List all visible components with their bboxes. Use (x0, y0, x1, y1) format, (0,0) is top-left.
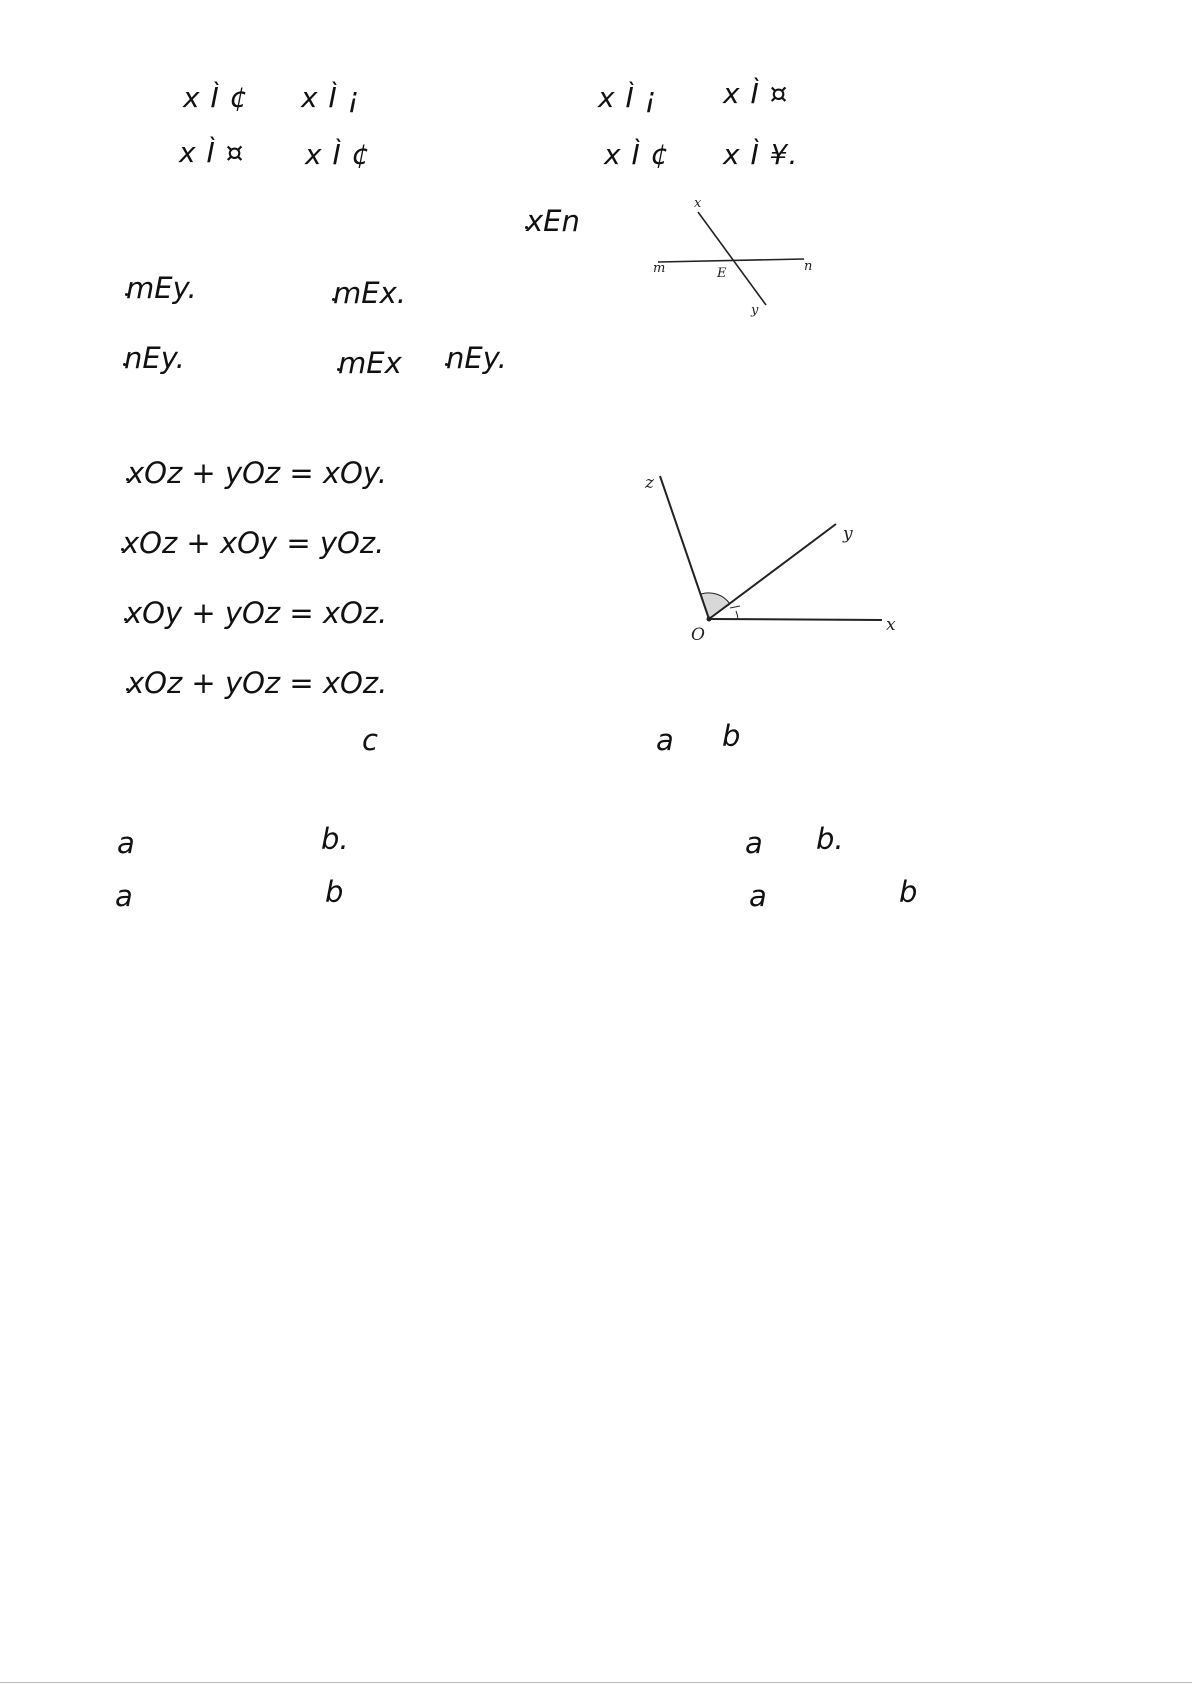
option-equation-4: xOz + yOz = xOz. (127, 666, 388, 700)
ray-ox (709, 619, 882, 620)
garbled-option: x Ì ¡ (301, 81, 360, 114)
label-O: O (691, 625, 705, 645)
option-b: mEx. (333, 276, 406, 310)
option-d-line-b: b (899, 875, 918, 909)
prompt-angle: xEn (526, 204, 580, 238)
line-mn (658, 259, 804, 262)
label-y: y (843, 524, 853, 544)
label-y: y (751, 303, 759, 318)
option-equation-3: xOy + yOz = xOz. (125, 596, 388, 630)
label-E: E (717, 266, 727, 281)
option-d-line-a: a (749, 879, 767, 913)
label-n: n (804, 259, 813, 274)
garbled-option: x Ì ¢ (305, 138, 371, 171)
option-d-part2: nEy. (446, 341, 507, 375)
angles-figure (640, 460, 920, 660)
intersecting-lines-figure (640, 190, 830, 330)
garbled-option: x Ì ¢ (183, 81, 249, 114)
option-c-line-b: b (325, 875, 344, 909)
option-c-line-a: a (115, 879, 133, 913)
option-equation-2: xOz + xOy = yOz. (122, 526, 385, 560)
label-x: x (694, 196, 702, 211)
prompt-line-c: c (362, 723, 378, 757)
prompt-line-b: b (722, 719, 741, 753)
option-a-line-b: b. (321, 822, 349, 856)
option-a: mEy. (126, 271, 197, 305)
garbled-option: x Ì ¢ (604, 138, 670, 171)
label-x: x (886, 615, 896, 635)
point-o (707, 617, 712, 622)
label-z: z (645, 473, 654, 493)
garbled-option: x Ì ¡ (598, 81, 657, 114)
option-equation-1: xOz + yOz = xOy. (127, 456, 388, 490)
angle-arc-yox (736, 611, 738, 619)
ray-oy (709, 524, 836, 619)
line-xy (698, 212, 766, 305)
garbled-option: x Ì ¤ (723, 77, 789, 110)
garbled-option: x Ì ¤ (179, 136, 245, 169)
ray-oz (660, 476, 709, 619)
option-d-part1: mEx (338, 346, 402, 380)
option-b-line-a: a (745, 826, 763, 860)
label-m: m (653, 261, 666, 276)
garbled-option: x Ì ¥. (723, 138, 799, 171)
tick-mark (730, 606, 740, 608)
prompt-line-a: a (656, 723, 674, 757)
option-b-line-b: b. (816, 822, 844, 856)
option-a-line-a: a (117, 826, 135, 860)
page-bottom-edge (0, 1682, 1192, 1683)
option-c: nEy. (124, 341, 185, 375)
